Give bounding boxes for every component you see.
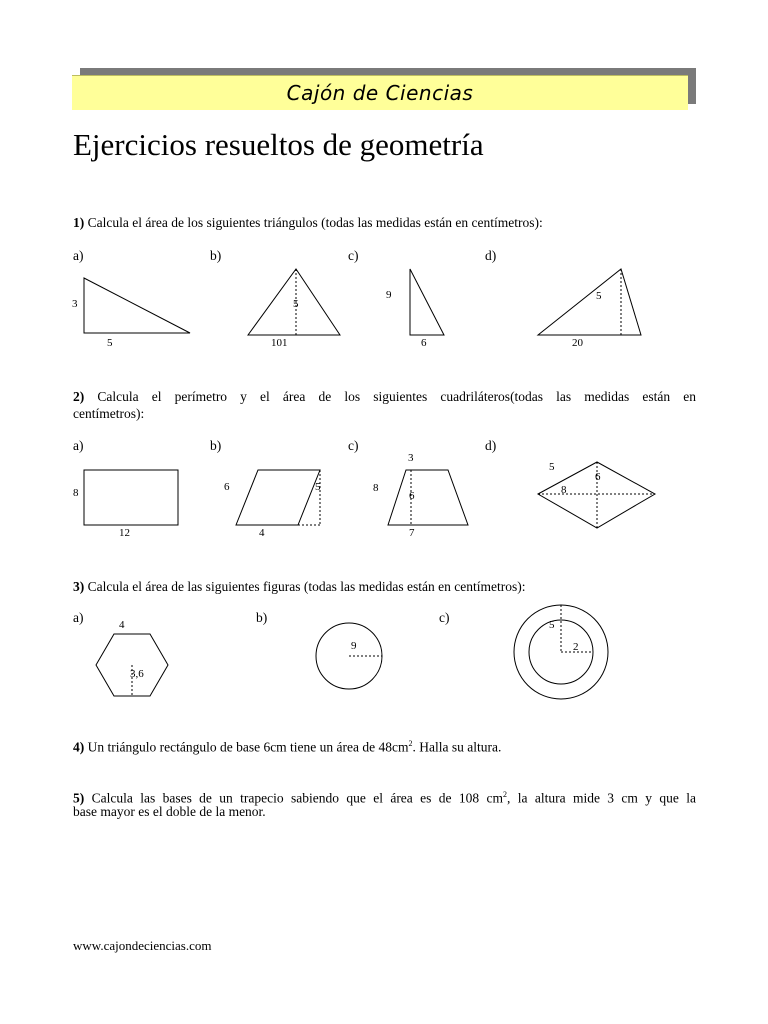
q2-label-c: c) — [348, 438, 359, 453]
question-2-number: 2) — [73, 389, 85, 404]
q2-a-side-label: 8 — [73, 487, 79, 499]
question-2-text: Calcula el perímetro y el área de los siguientes cuadriláteros(todas las medidas están en — [84, 389, 696, 404]
q1-label-c: c) — [348, 248, 359, 263]
q3-c-inner-label: 2 — [573, 641, 579, 653]
q2-c-top-label: 3 — [408, 452, 414, 464]
q2-label-a: a) — [73, 438, 84, 453]
q2-b-height-label: 5 — [315, 481, 321, 493]
q1-label-d: d) — [485, 248, 497, 263]
q2-d-half-long-label: 8 — [561, 484, 567, 496]
q1-b-height-label: 5 — [293, 298, 299, 310]
q1-b-base-label: 101 — [271, 337, 288, 349]
q1-label-b: b) — [210, 248, 222, 263]
question-1-number: 1) — [73, 215, 85, 230]
q2-c-bottom-label: 7 — [409, 527, 415, 539]
q1-triangle-c — [410, 269, 444, 335]
question-5-text-line2: base mayor es el doble de la menor. — [73, 804, 266, 819]
q2-parallelogram — [236, 470, 320, 525]
q2-b-base-label: 4 — [259, 527, 265, 539]
q3-label-b: b) — [256, 610, 268, 625]
q2-d-side-label: 5 — [549, 461, 555, 473]
q2-trapezoid — [388, 470, 468, 525]
q3-b-radius-label: 9 — [351, 640, 357, 652]
document-title: Ejercicios resueltos de geometría — [73, 127, 484, 162]
q3-label-c: c) — [439, 610, 450, 625]
question-4-text-a: Un triángulo rectángulo de base 6cm tiene un área de 48cm — [84, 739, 409, 755]
q3-a-side-label: 4 — [119, 619, 125, 631]
question-4-text-b: . Halla su altura. — [412, 739, 502, 755]
q1-d-base-label: 20 — [572, 337, 583, 349]
question-3-text: Calcula el área de las siguientes figuras (todas las medidas están en centímetros): — [84, 579, 526, 594]
question-4-sup: 2 — [408, 739, 413, 748]
q1-d-height-label: 5 — [596, 290, 602, 302]
q1-a-height-label: 3 — [72, 298, 78, 310]
q2-b-side-label: 6 — [224, 481, 230, 493]
q3-c-outer-label: 5 — [549, 619, 555, 631]
q3-a-apothem-label: 3,6 — [130, 668, 144, 680]
q1-c-base-label: 6 — [421, 337, 427, 349]
question-5-number: 5) — [73, 790, 85, 806]
question-1-text: Calcula el área de los siguientes triángulos (todas las medidas están en centímetros): — [84, 215, 543, 230]
question-5-text-a: Calcula las bases de un trapecio sabiendo que el área es de 108 cm — [84, 790, 503, 806]
q2-c-side-label: 8 — [373, 482, 379, 494]
q2-label-b: b) — [210, 438, 222, 453]
question-5-sup: 2 — [503, 790, 507, 799]
question-4-number: 4) — [73, 739, 85, 755]
question-3-number: 3) — [73, 579, 85, 594]
footer-url: www.cajondeciencias.com — [73, 938, 212, 953]
question-2-text-line2: centímetros): — [73, 406, 145, 421]
question-5-text-b: , la altura mide 3 cm y que la — [507, 790, 697, 806]
q3-label-a: a) — [73, 610, 84, 625]
banner-title: Cajón de Ciencias — [286, 81, 474, 105]
q1-label-a: a) — [73, 248, 84, 263]
q1-triangle-d — [538, 269, 641, 335]
q2-label-d: d) — [485, 438, 497, 453]
q1-c-height-label: 9 — [386, 289, 392, 301]
q2-rectangle — [84, 470, 178, 525]
q2-d-half-short-label: 6 — [595, 471, 601, 483]
q2-c-height-label: 6 — [409, 490, 415, 502]
q1-triangle-a — [84, 278, 190, 333]
q1-a-base-label: 5 — [107, 337, 113, 349]
q2-a-base-label: 12 — [119, 527, 130, 539]
